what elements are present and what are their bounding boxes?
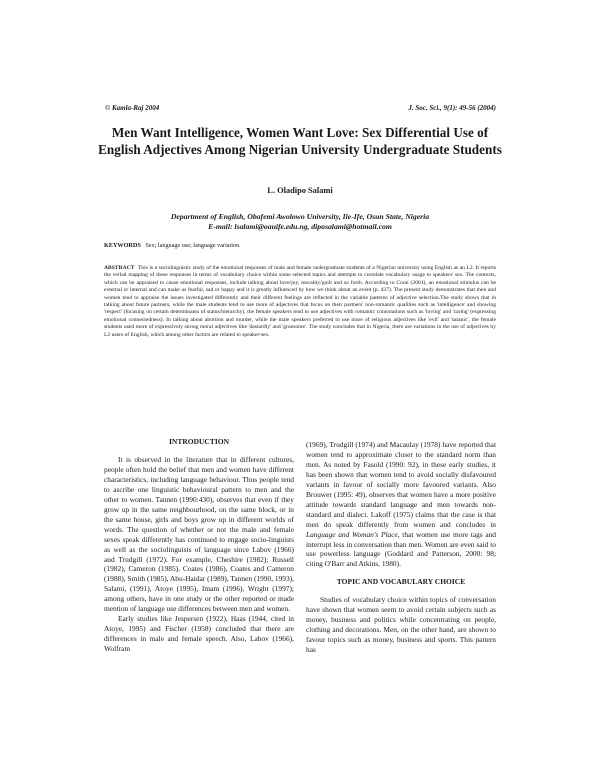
abstract [104,265,496,339]
paragraph-text: (1969), Trudgill (1974) and Macaulay (1978) have reported that women tend to approximate closer to the standard norm than men. As noted by Fasold (1990: 92), in these early studies, it has been shown that women tend to avoid socially disfavoured variants in favour of socially more favoured variants. Also Brouwer (1995: 49), observes that women have a more positive attitude towards standard language and men towards non-standard and dialect. Lakoff (1975) claims that the case is that men do speak differently from women and concludes in [306,440,496,529]
book-title: Language and Woman's Place [306,529,398,539]
section-heading-introduction: INTRODUCTION [168,437,229,446]
keywords-text: Sex; language use; language variation. [145,242,241,249]
keywords-label: KEYWORDS [104,242,141,249]
topic-paragraph-1: Studies of vocabulary choice within topics of conversation have shown that women seem to avoid certain subjects such as money, business and politics while concentrating on people, clothing and decorations. Men, on the other hand, are shown to favour topics such as money, business and sports. This pattern has [306,595,496,655]
paragraph-text-end: , that women use more tags and interrupt less in conversation than men. Women are even said to use powerless language (Goddard and Patterson, 2000: 98; citing O'Barr and Atkins, 1980). [306,529,497,569]
running-header-left: © Kamla-Raj 2004 [105,104,160,112]
affiliation [90,212,510,232]
affiliation-line: Department of English, Obafemi Awolowo University, Ile-Ife, Osun State, Nigeria [170,212,430,221]
left-column [104,437,294,654]
abstract-label: ABSTRACT [104,265,135,271]
paper-title: Men Want Intelligence, Women Want Love: Sex Differential Use of English Adjectives Among Nigerian University Undergraduate Students [98,125,502,157]
right-column [306,440,496,655]
intro-paragraph-continued [306,440,496,569]
intro-paragraph-2: Early studies like Jespersen (1922), Haas (1944, cited in Atoye, 1995) and Fischer (1958) concluded that there are differences in male and female speech. Also, Labov (1966), Wolfram [104,614,294,654]
email-line: E-mail: lsalami@oauife.edu.ng, diposalami@hotmail.com [208,222,392,231]
section-heading-topic-vocabulary: TOPIC AND VOCABULARY CHOICE [336,577,466,587]
author-name: L. Oladipo Salami [267,186,333,195]
running-header-right: J. Soc. Sci., 9(1): 49-56 (2004) [408,104,496,112]
keywords [104,242,496,249]
abstract-text: This is a sociolinguistic study of the emotional responses of male and female undergraduate students of a Nigerian university using English as an L2. It reports the verbal mapping of these responses in terms of vocabulary choice within some selected topics and attempts to correlate vocabulary usage to speakers' sex. The contexts, which can be appraised to cause emotional responses, include talking about love/joy, morality/guilt and so forth. According to Coon (2001), an emotional stimulus can be external or internal and can make us fearful, sad or happy and it is greatly influenced by how we think about an event (p. 437). The present study demonstrates that men and women tend to appraise the issues investigated differently and their different feelings are reflected in the variable patterns of adjective selection.The study shows that in talking about future partners, while the male students tend to use more of adjectives that focus on their partners' non-romantic qualities such as 'intelligence' and showing 'respect' (focusing on certain determinants of status/hierarchy), the female speakers tend to use adjectives with romantic connotations such as 'loving' and 'caring' (expressing emotional connectedness). In talking about abortion and murder, while the male speakers preferred to use more of religious adjectives like 'evil' and 'satanic', the female students used more of expressively strong moral adjectives like 'dastardly' and 'gruesome'. The study concludes that in Nigeria, there are variations in the use of adjectives by L2 users of English, which among other factors are related to speaker-sex. [104,265,496,338]
intro-paragraph-1: It is observed in the literature that in different cultures, people often hold the belief that men and women have different characteristics, including language behaviour. Thus people tend to ascribe one linguistic behavioural pattern to men and the other to women. Tannen (1990:430), observes that even if they grow up in the same neighbourhood, on the same block, or in the same house, girls and boys grow up in different worlds of words. The question of whether or not the male and female sexes speak differently has continued to engage socio-linguists as well as the sociolinguists of language since Labov (1966) and Trudgill (1972). For example, Cheshire (1982); Russell (1982), Cameron (1985), Coates (1986), Coates and Cameron (1988), Smith (1985), Abu-Haidar (1989), Tannen (1990, 1993), Salami, (1991), Atoye (1995), Imam (1996), Wright (1997); among others, have in one study or the other reported or made mention of language use differences between men and women. [104,455,294,614]
